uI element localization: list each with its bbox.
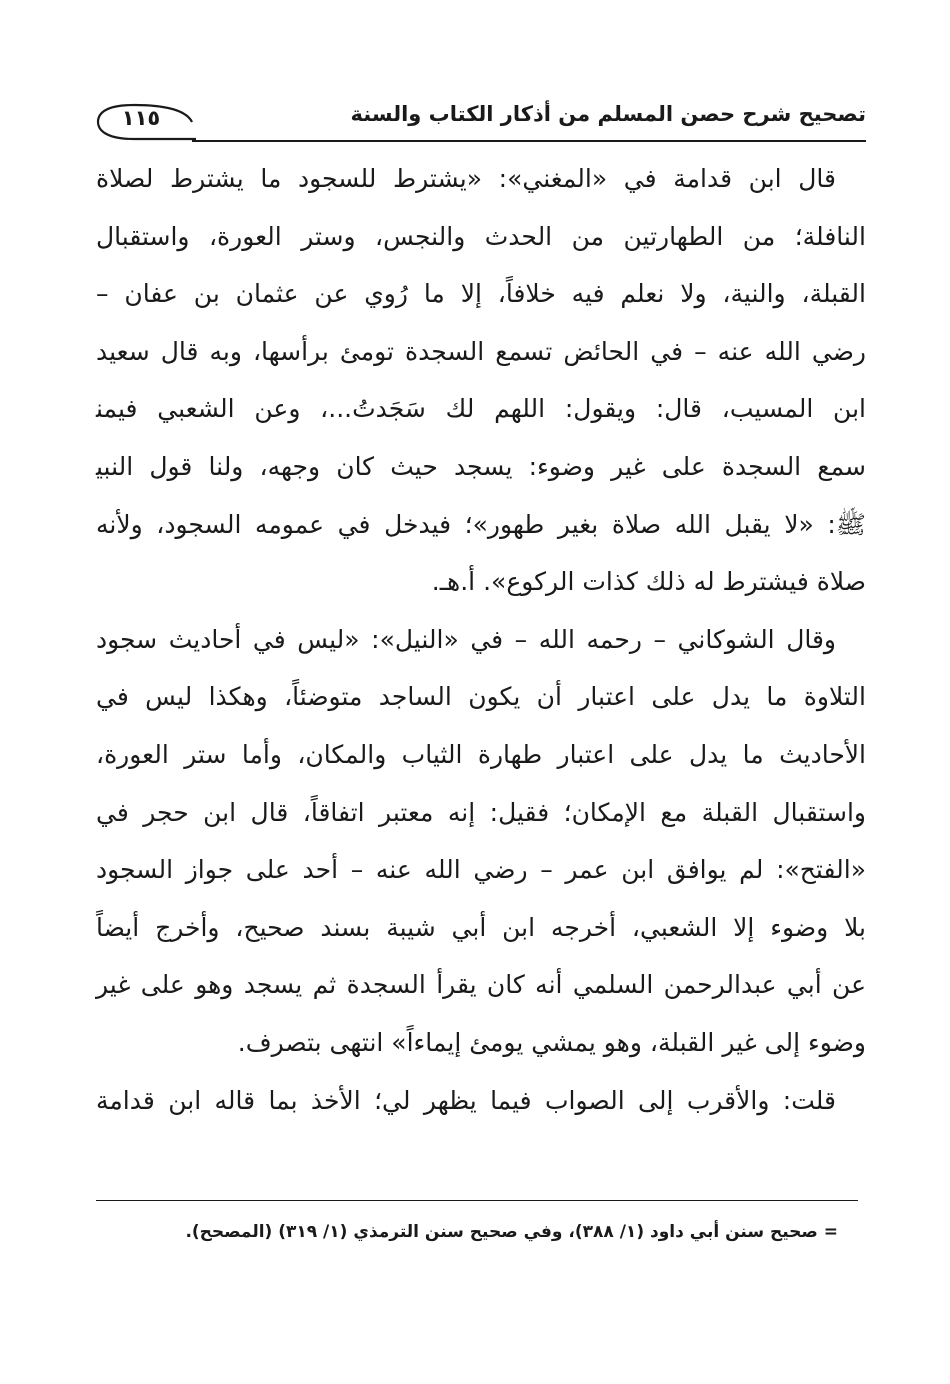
text-line: بلا وضوء إلا الشعبي، أخرجه ابن أبي شيبة بسند صحيح، وأخرج أيضاً bbox=[96, 912, 866, 942]
text-line: قلت: والأقرب إلى الصواب فيما يظهر لي؛ الأخذ بما قاله ابن قدامة bbox=[96, 1085, 836, 1115]
text-line: قال ابن قدامة في «المغني»: «يشترط للسجود ما يشترط لصلاة bbox=[96, 164, 836, 193]
text-line: وقال الشوكاني – رحمه الله – في «النيل»: «ليس في أحاديث سجود bbox=[96, 624, 836, 654]
text-line: ابن المسيب، قال: ويقول: اللهم لك سَجَدتُ...، وعن الشعبي فيمن bbox=[96, 394, 866, 424]
text-line: ﷺ: «لا يقبل الله صلاة بغير طهور»؛ فيدخل في عمومه السجود، ولأنه bbox=[96, 509, 866, 539]
text-line: القبلة، والنية، ولا نعلم فيه خلافاً، إلا ما رُوي عن عثمان بن عفان – bbox=[96, 279, 866, 309]
body-text bbox=[96, 150, 866, 1129]
text-line: رضي الله عنه – في الحائض تسمع السجدة تومئ برأسها، وبه قال سعيد bbox=[96, 336, 866, 366]
running-title: تصحيح شرح حصن المسلم من أذكار الكتاب والسنة bbox=[350, 102, 866, 126]
text-line: «الفتح»: لم يوافق ابن عمر – رضي الله عنه – أحد على جواز السجود bbox=[96, 855, 866, 885]
footnote-separator bbox=[96, 1200, 858, 1201]
text-line: التلاوة ما يدل على اعتبار أن يكون الساجد متوضئاً، وهكذا ليس في bbox=[96, 682, 866, 712]
text-line: النافلة؛ من الطهارتين من الحدث والنجس، وستر العورة، واستقبال bbox=[96, 221, 866, 251]
text-line: سمع السجدة على غير وضوء: يسجد حيث كان وجهه، ولنا قول النبي bbox=[96, 451, 866, 481]
text-line: وضوء إلى غير القبلة، وهو يمشي يومئ إيماءاً» انتهى بتصرف. bbox=[237, 1027, 866, 1057]
page-number: ١١٥ bbox=[121, 106, 161, 130]
text-line: صلاة فيشترط له ذلك كذات الركوع». أ.هـ. bbox=[431, 567, 866, 597]
text-line: عن أبي عبدالرحمن السلمي أنه كان يقرأ السجدة ثم يسجد وهو على غير bbox=[96, 970, 866, 1000]
header-rule bbox=[192, 140, 866, 142]
page-header bbox=[94, 100, 866, 150]
text-line: الأحاديث ما يدل على اعتبار طهارة الثياب والمكان، وأما ستر العورة، bbox=[96, 739, 866, 769]
text-line: واستقبال القبلة مع الإمكان؛ فقيل: إنه معتبر اتفاقاً، قال ابن حجر في bbox=[96, 797, 866, 827]
footnote: = صحيح سنن أبي داود (١/ ٣٨٨)، وفي صحيح سنن الترمذي (١/ ٣١٩) (المصحح). bbox=[185, 1222, 838, 1242]
